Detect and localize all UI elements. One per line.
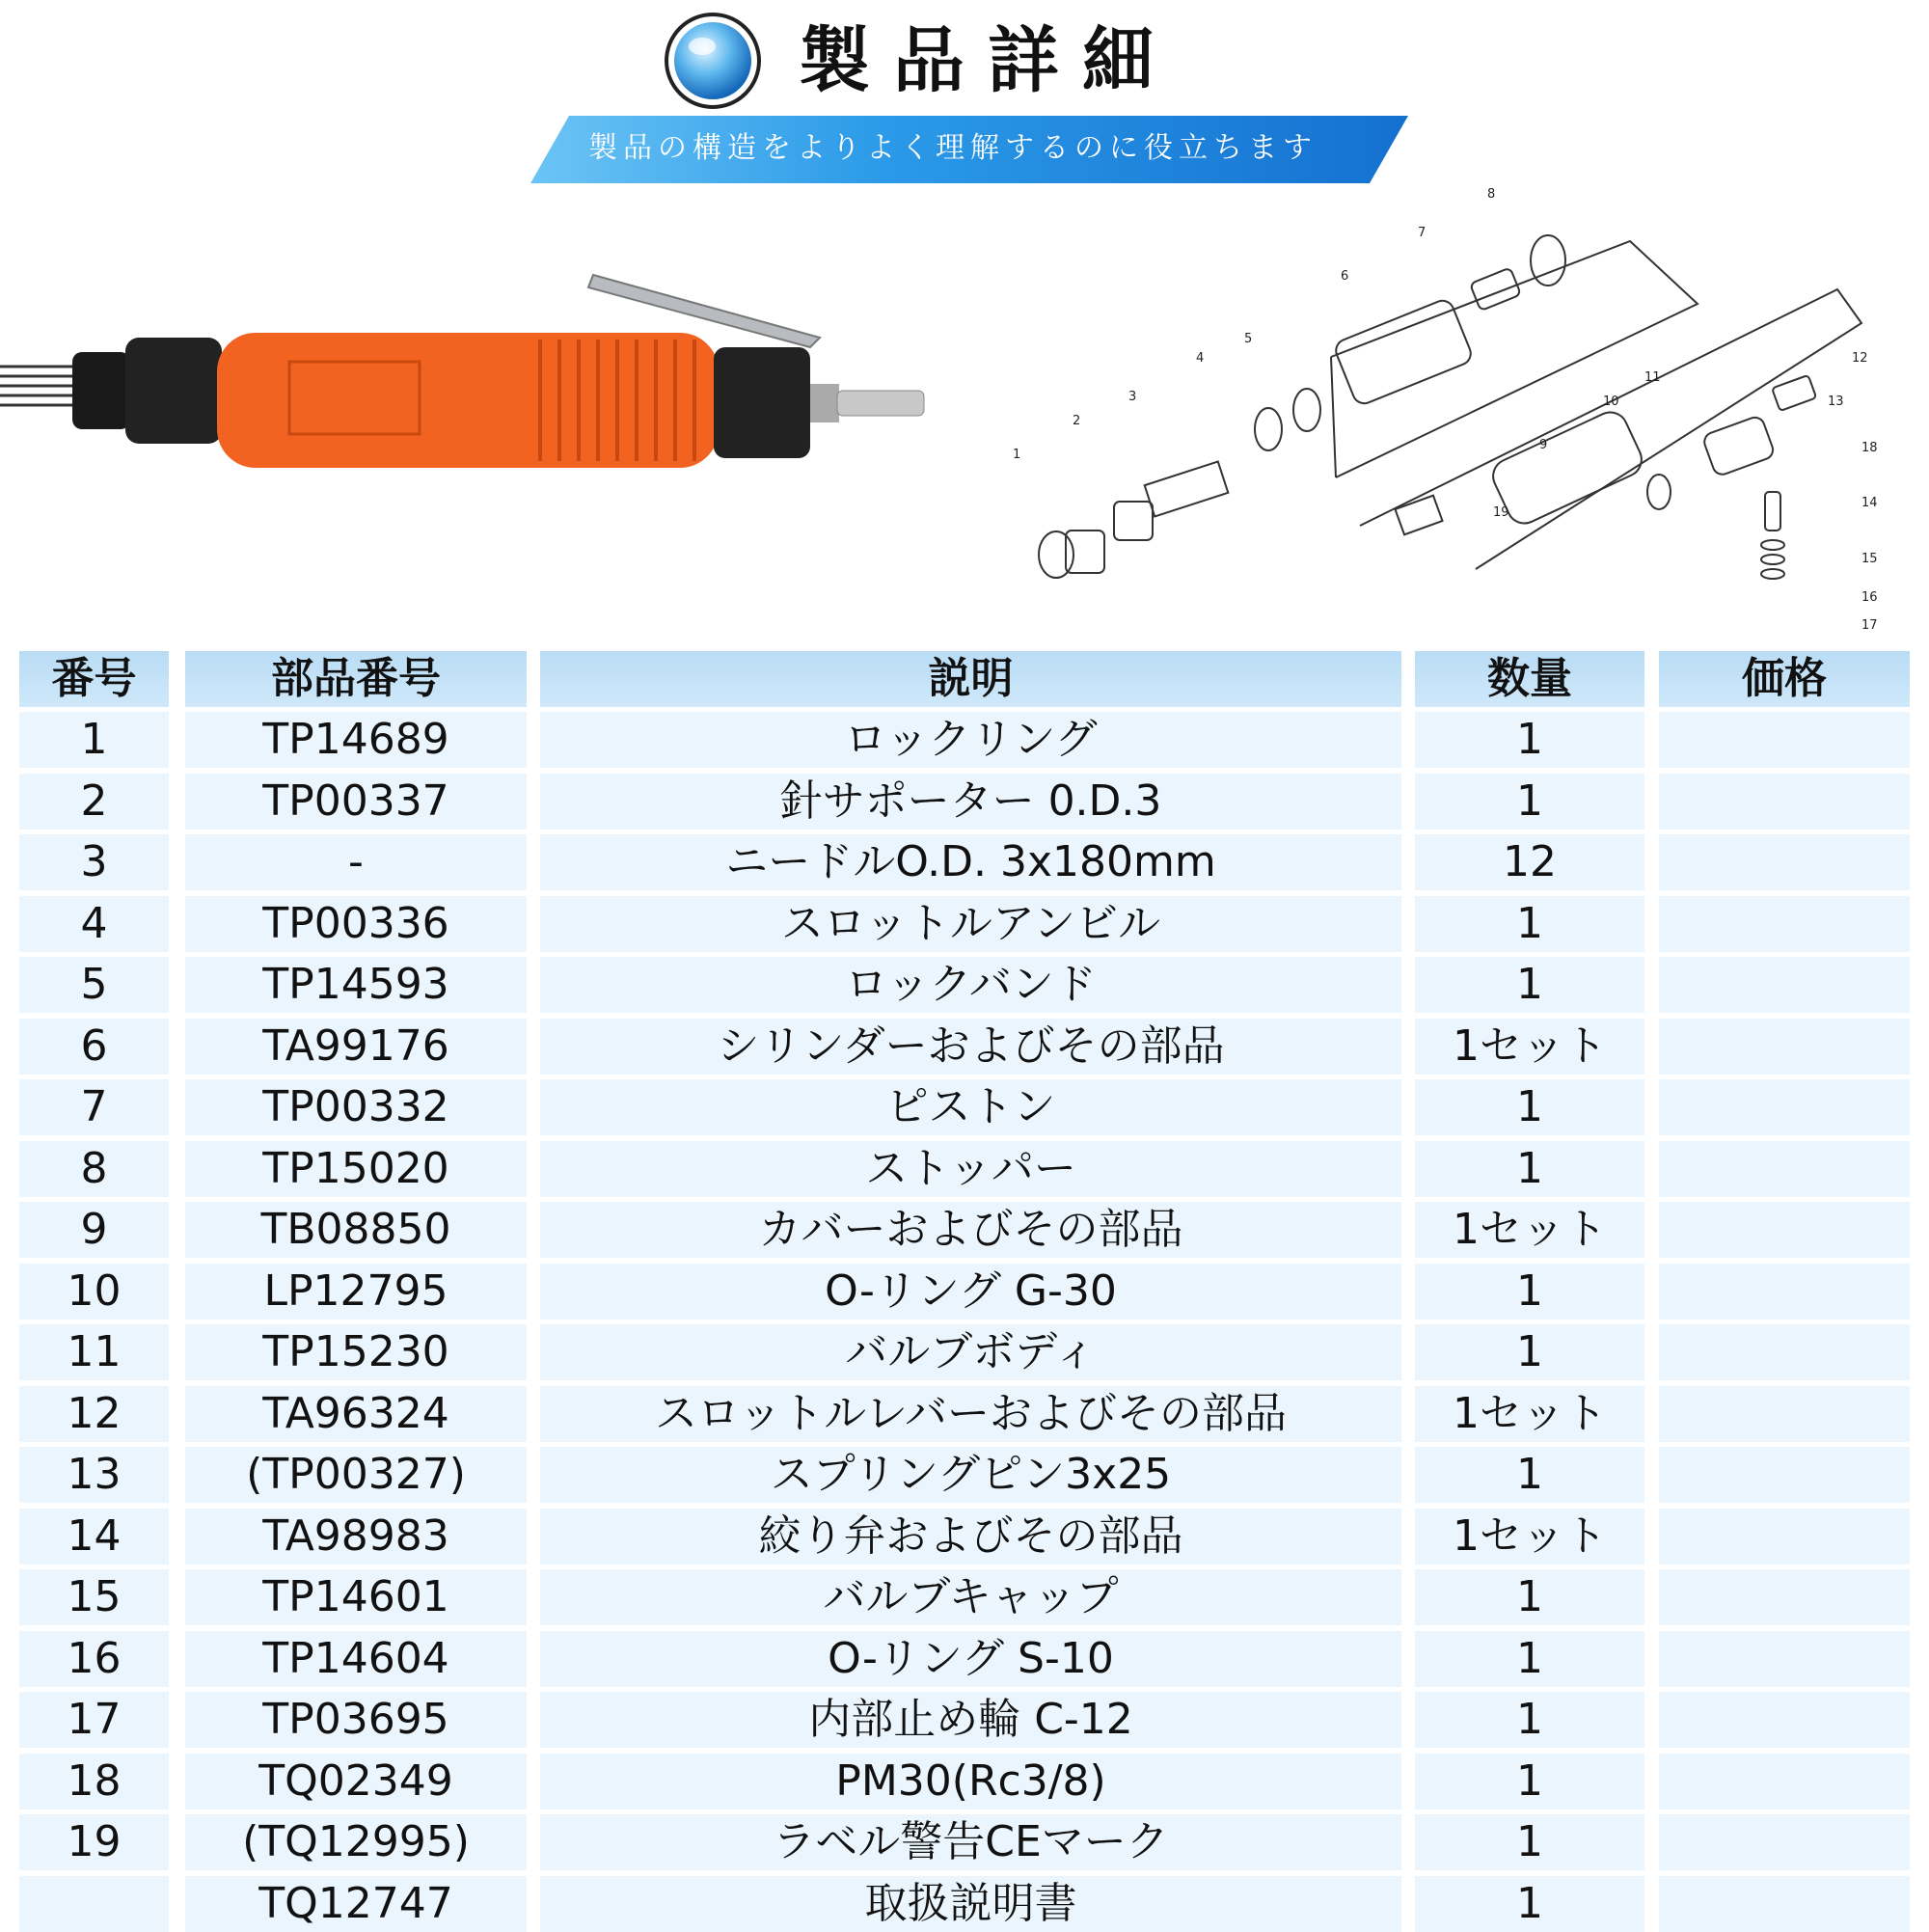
table-row bbox=[19, 1876, 1910, 1932]
table-row bbox=[19, 1079, 1910, 1135]
cell-quantity: 1セット bbox=[1415, 1386, 1644, 1442]
diagram-label-15: 15 bbox=[1861, 552, 1878, 566]
diagram-label-9: 9 bbox=[1539, 438, 1548, 452]
cell-price bbox=[1659, 1814, 1910, 1870]
diagram-label-2: 2 bbox=[1073, 414, 1081, 428]
cell-quantity: 1 bbox=[1415, 1141, 1644, 1197]
cell-price bbox=[1659, 896, 1910, 952]
cell-description: ラベル警告CEマーク bbox=[540, 1814, 1401, 1870]
cell-description: スプリングピン3x25 bbox=[540, 1447, 1401, 1503]
cell-price bbox=[1659, 1079, 1910, 1135]
table-row bbox=[19, 1754, 1910, 1810]
cell-quantity: 1 bbox=[1415, 896, 1644, 952]
header-number: 番号 bbox=[19, 651, 169, 707]
cell-number: 7 bbox=[19, 1079, 169, 1135]
cell-price bbox=[1659, 1141, 1910, 1197]
cell-quantity: 1セット bbox=[1415, 1019, 1644, 1075]
cell-description: ストッパー bbox=[540, 1141, 1401, 1197]
cell-number: 17 bbox=[19, 1692, 169, 1748]
cell-part-number: TP14604 bbox=[185, 1631, 527, 1687]
table-row bbox=[19, 1814, 1910, 1870]
cell-description: シリンダーおよびその部品 bbox=[540, 1019, 1401, 1075]
cell-number: 16 bbox=[19, 1631, 169, 1687]
cell-price bbox=[1659, 1692, 1910, 1748]
diagram-label-10: 10 bbox=[1603, 395, 1619, 409]
table-row bbox=[19, 957, 1910, 1013]
diagram-label-17: 17 bbox=[1861, 618, 1878, 633]
cell-quantity: 12 bbox=[1415, 834, 1644, 890]
cell-price bbox=[1659, 712, 1910, 768]
table-row bbox=[19, 774, 1910, 830]
cell-number: 14 bbox=[19, 1509, 169, 1565]
cell-part-number: TP00332 bbox=[185, 1079, 527, 1135]
cell-description: カバーおよびその部品 bbox=[540, 1202, 1401, 1258]
table-row bbox=[19, 834, 1910, 890]
cell-quantity: 1 bbox=[1415, 1692, 1644, 1748]
diagram-label-5: 5 bbox=[1244, 332, 1253, 346]
cell-part-number: (TQ12995) bbox=[185, 1814, 527, 1870]
cell-quantity: 1 bbox=[1415, 1079, 1644, 1135]
cell-quantity: 1セット bbox=[1415, 1202, 1644, 1258]
header-description: 説明 bbox=[540, 651, 1401, 707]
cell-price bbox=[1659, 1264, 1910, 1320]
table-row bbox=[19, 896, 1910, 952]
header bbox=[0, 0, 1929, 193]
cell-number: 12 bbox=[19, 1386, 169, 1442]
cell-quantity: 1 bbox=[1415, 957, 1644, 1013]
table-row bbox=[19, 1264, 1910, 1320]
cell-description: バルブキャップ bbox=[540, 1569, 1401, 1625]
page-title: 製品詳細 bbox=[799, 19, 1177, 102]
cell-description: バルブボディ bbox=[540, 1324, 1401, 1380]
cell-part-number: (TP00327) bbox=[185, 1447, 527, 1503]
table-row bbox=[19, 1569, 1910, 1625]
cell-quantity: 1 bbox=[1415, 1754, 1644, 1810]
cell-price bbox=[1659, 834, 1910, 890]
cell-part-number: TQ12747 bbox=[185, 1876, 527, 1932]
cell-quantity: 1セット bbox=[1415, 1509, 1644, 1565]
cell-quantity: 1 bbox=[1415, 1324, 1644, 1380]
diagram-label-3: 3 bbox=[1128, 390, 1137, 404]
cell-price bbox=[1659, 774, 1910, 830]
cell-description: 針サポーター 0.D.3 bbox=[540, 774, 1401, 830]
cell-number: 8 bbox=[19, 1141, 169, 1197]
cell-description: スロットルレバーおよびその部品 bbox=[540, 1386, 1401, 1442]
cell-part-number: TP00337 bbox=[185, 774, 527, 830]
diagram-label-7: 7 bbox=[1418, 226, 1426, 240]
diagram-label-4: 4 bbox=[1196, 351, 1205, 366]
cell-part-number: TP15230 bbox=[185, 1324, 527, 1380]
cell-part-number: TP03695 bbox=[185, 1692, 527, 1748]
cell-number: 2 bbox=[19, 774, 169, 830]
cell-part-number: TB08850 bbox=[185, 1202, 527, 1258]
cell-part-number: LP12795 bbox=[185, 1264, 527, 1320]
cell-quantity: 1 bbox=[1415, 1876, 1644, 1932]
cell-price bbox=[1659, 1324, 1910, 1380]
cell-part-number: TA96324 bbox=[185, 1386, 527, 1442]
cell-number: 11 bbox=[19, 1324, 169, 1380]
cell-part-number: TP14601 bbox=[185, 1569, 527, 1625]
diagram-label-12: 12 bbox=[1852, 351, 1868, 366]
table-row bbox=[19, 1019, 1910, 1075]
cell-description: PM30(Rc3/8) bbox=[540, 1754, 1401, 1810]
table-row bbox=[19, 1386, 1910, 1442]
cell-quantity: 1 bbox=[1415, 1447, 1644, 1503]
table-row bbox=[19, 712, 1910, 768]
header-price: 価格 bbox=[1659, 651, 1910, 707]
header-part-number: 部品番号 bbox=[185, 651, 527, 707]
cell-price bbox=[1659, 1202, 1910, 1258]
exploded-parts-diagram bbox=[1013, 183, 1929, 637]
globe-logo-icon bbox=[662, 10, 764, 112]
cell-part-number: TP15020 bbox=[185, 1141, 527, 1197]
cell-price bbox=[1659, 1754, 1910, 1810]
cell-part-number: TP14593 bbox=[185, 957, 527, 1013]
cell-number: 10 bbox=[19, 1264, 169, 1320]
cell-quantity: 1 bbox=[1415, 1264, 1644, 1320]
cell-number: 18 bbox=[19, 1754, 169, 1810]
diagram-label-13: 13 bbox=[1828, 395, 1844, 409]
cell-quantity: 1 bbox=[1415, 1569, 1644, 1625]
cell-description: 取扱説明書 bbox=[540, 1876, 1401, 1932]
cell-part-number: TQ02349 bbox=[185, 1754, 527, 1810]
cell-part-number: TA98983 bbox=[185, 1509, 527, 1565]
table-row bbox=[19, 1631, 1910, 1687]
cell-quantity: 1 bbox=[1415, 1631, 1644, 1687]
cell-quantity: 1 bbox=[1415, 712, 1644, 768]
cell-part-number: TP00336 bbox=[185, 896, 527, 952]
cell-description: O-リング S-10 bbox=[540, 1631, 1401, 1687]
table-row bbox=[19, 1447, 1910, 1503]
cell-part-number: TP14689 bbox=[185, 712, 527, 768]
diagram-label-11: 11 bbox=[1644, 370, 1661, 385]
cell-part-number: - bbox=[185, 834, 527, 890]
cell-number: 9 bbox=[19, 1202, 169, 1258]
cell-number: 15 bbox=[19, 1569, 169, 1625]
diagram-label-14: 14 bbox=[1861, 496, 1878, 510]
cell-price bbox=[1659, 1386, 1910, 1442]
table-row bbox=[19, 1324, 1910, 1380]
cell-price bbox=[1659, 1569, 1910, 1625]
cell-number: 4 bbox=[19, 896, 169, 952]
cell-price bbox=[1659, 1876, 1910, 1932]
diagram-label-8: 8 bbox=[1487, 187, 1496, 202]
cell-description: ロックバンド bbox=[540, 957, 1401, 1013]
cell-number: 6 bbox=[19, 1019, 169, 1075]
cell-description: ニードルO.D. 3x180mm bbox=[540, 834, 1401, 890]
cell-description: O-リング G-30 bbox=[540, 1264, 1401, 1320]
cell-description: 絞り弁およびその部品 bbox=[540, 1509, 1401, 1565]
cell-number: 1 bbox=[19, 712, 169, 768]
diagram-label-18: 18 bbox=[1861, 441, 1878, 455]
cell-description: ピストン bbox=[540, 1079, 1401, 1135]
cell-part-number: TA99176 bbox=[185, 1019, 527, 1075]
diagram-label-16: 16 bbox=[1861, 590, 1878, 605]
cell-description: スロットルアンビル bbox=[540, 896, 1401, 952]
table-row bbox=[19, 1202, 1910, 1258]
cell-description: ロックリング bbox=[540, 712, 1401, 768]
cell-number: 19 bbox=[19, 1814, 169, 1870]
cell-number bbox=[19, 1876, 169, 1932]
cell-price bbox=[1659, 1631, 1910, 1687]
diagram-label-6: 6 bbox=[1341, 269, 1349, 284]
diagram-label-1: 1 bbox=[1013, 448, 1021, 462]
subtitle-text: 製品の構造をよりよく理解するのに役立ちます bbox=[588, 131, 1318, 165]
cell-description: 内部止め輪 C-12 bbox=[540, 1692, 1401, 1748]
table-row bbox=[19, 1141, 1910, 1197]
cell-price bbox=[1659, 957, 1910, 1013]
diagram-label-19: 19 bbox=[1493, 505, 1509, 520]
table-header-row bbox=[19, 651, 1910, 707]
cell-quantity: 1 bbox=[1415, 1814, 1644, 1870]
header-quantity: 数量 bbox=[1415, 651, 1644, 707]
cell-quantity: 1 bbox=[1415, 774, 1644, 830]
table-row bbox=[19, 1692, 1910, 1748]
table-row bbox=[19, 1509, 1910, 1565]
cell-number: 3 bbox=[19, 834, 169, 890]
cell-price bbox=[1659, 1019, 1910, 1075]
cell-number: 5 bbox=[19, 957, 169, 1013]
cell-price bbox=[1659, 1447, 1910, 1503]
cell-number: 13 bbox=[19, 1447, 169, 1503]
cell-price bbox=[1659, 1509, 1910, 1565]
product-photo-needle-scaler bbox=[0, 270, 926, 521]
